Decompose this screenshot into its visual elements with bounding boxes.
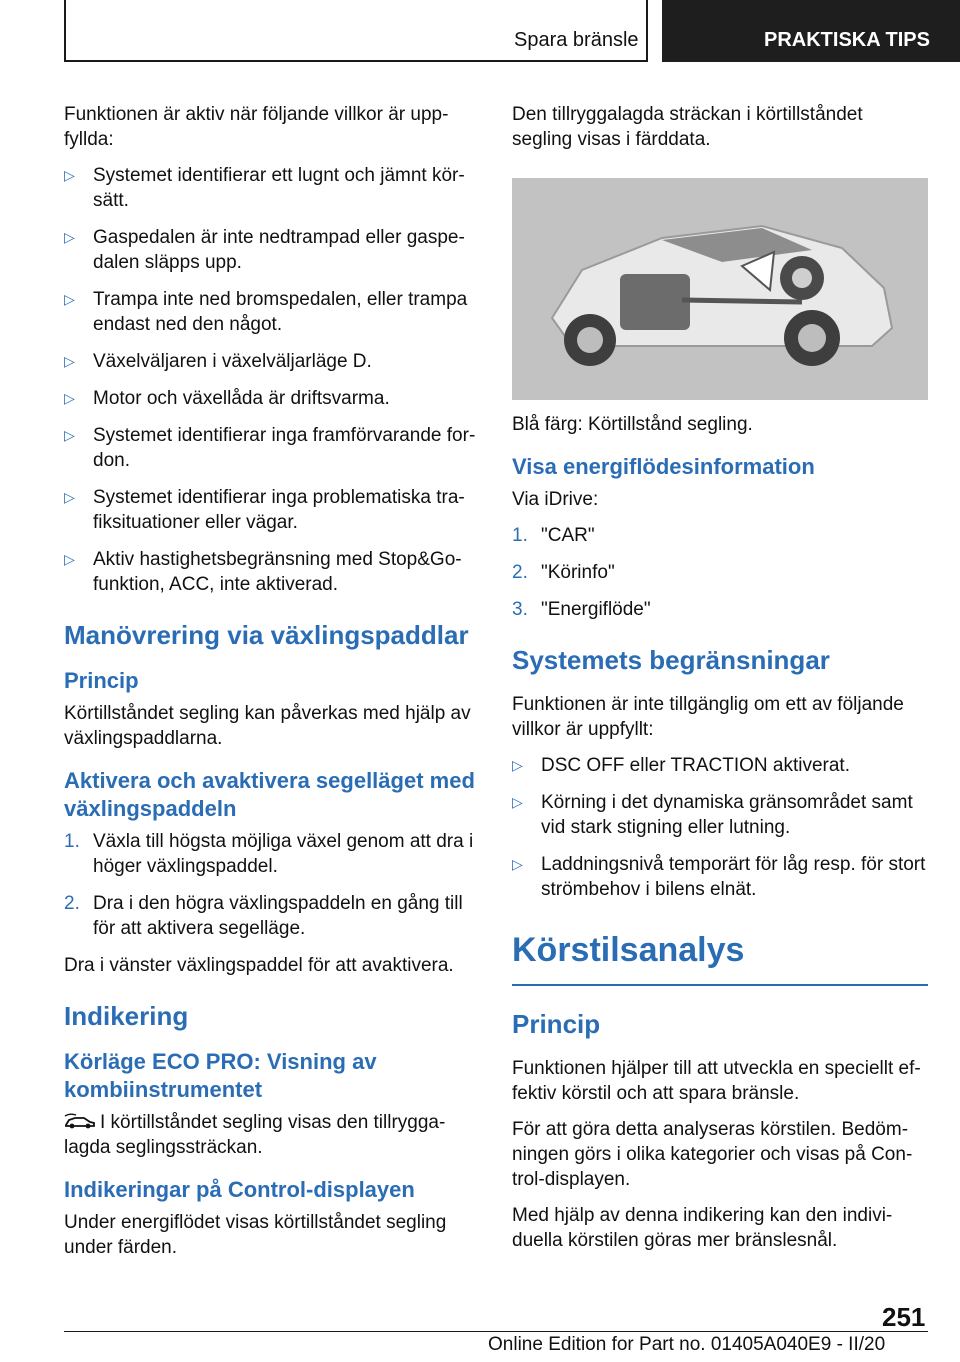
- list-item: 3. "Energiflöde": [512, 599, 651, 620]
- control-text: Under energiflödet visas körtillståndet segling under färden.: [64, 1212, 447, 1258]
- triangle-right-icon: ▷: [64, 489, 75, 505]
- list-item: ▷ Körning i det dynamiska gränsområdet samt vid stark stigning eller lutning.: [512, 792, 913, 838]
- triangle-right-icon: ▷: [512, 757, 523, 773]
- triangle-right-icon: ▷: [64, 291, 75, 307]
- eco-text: I körtillståndet segling visas den tillrygga-lagda seglingssträckan.: [64, 1112, 446, 1158]
- triangle-right-icon: ▷: [64, 551, 75, 567]
- list-item: ▷ Systemet identifierar inga framförvarande for-don.: [64, 425, 476, 471]
- list-item: ▷ Laddningsnivå temporärt för låg resp. för stort strömbehov i bilens elnät.: [512, 854, 926, 900]
- heading-energy-flow: Visa energiflödesinformation: [512, 454, 815, 479]
- list-item: ▷ Systemet identifierar inga problematiska tra-fiksituationer eller vägar.: [64, 487, 465, 533]
- activate-steps: [64, 829, 478, 941]
- list-item: 1. Växla till högsta möjliga växel genom att dra i höger växlingspaddel.: [64, 831, 474, 877]
- car-drivetrain-image: [512, 178, 928, 400]
- triangle-right-icon: ▷: [64, 229, 75, 245]
- list-item: 1. "CAR": [512, 525, 595, 546]
- distance-text: Den tillryggalagda sträckan i körtillståndet segling visas i färddata.: [512, 104, 863, 150]
- principle-text: Körtillståndet segling kan påverkas med hjälp av växlingspaddlarna.: [64, 703, 471, 749]
- conditions-list: [64, 163, 478, 597]
- figure-caption: Blå färg: Körtillstånd segling.: [512, 414, 753, 435]
- footer-divider: [64, 1331, 928, 1332]
- list-item: ▷ DSC OFF eller TRACTION aktiverat.: [512, 755, 850, 776]
- heading-principle-2: Princip: [512, 1009, 601, 1039]
- page-number: 251: [882, 1302, 926, 1332]
- list-item: ▷ Gaspedalen är inte nedtrampad eller gaspe-dalen släpps upp.: [64, 227, 465, 273]
- analysis-paragraph: Funktionen hjälper till att utveckla en speciellt ef-fektiv körstil och att spara bränsle.: [512, 1058, 921, 1104]
- header-chapter-tab: PRAKTISKA TIPS: [662, 0, 960, 62]
- triangle-right-icon: ▷: [512, 794, 523, 810]
- heading-indication: Indikering: [64, 1001, 189, 1031]
- footer-edition: Online Edition for Part no. 01405A040E9 - II/20: [488, 1334, 886, 1355]
- heading-control-display: Indikeringar på Control-displayen: [64, 1177, 415, 1202]
- step-number: 1.: [64, 831, 80, 852]
- step-number: 3.: [512, 599, 528, 620]
- energy-steps: [512, 523, 928, 622]
- deactivate-text: Dra i vänster växlingspaddel för att avaktivera.: [64, 955, 454, 976]
- triangle-right-icon: ▷: [64, 167, 75, 183]
- heading-eco: Körläge ECO PRO: Visning av kombiinstrumentet: [64, 1049, 377, 1102]
- car-drivetrain-illustration: [512, 178, 928, 400]
- list-item: ▷ Motor och växellåda är driftsvarma.: [64, 388, 390, 409]
- triangle-right-icon: ▷: [512, 856, 523, 872]
- triangle-right-icon: ▷: [64, 390, 75, 406]
- heading-activate: Aktivera och avaktivera segelläget med växlingspaddeln: [64, 768, 475, 821]
- via-idrive: Via iDrive:: [512, 489, 599, 510]
- right-column: [512, 102, 928, 1264]
- limits-list: [512, 753, 928, 902]
- conditions-intro: Funktionen är aktiv när följande villkor är upp-fyllda:: [64, 104, 449, 150]
- limits-intro: Funktionen är inte tillgänglig om ett av följande villkor är uppfyllt:: [512, 694, 904, 740]
- heading-principle: Princip: [64, 668, 139, 693]
- list-item: 2. Dra i den högra växlingspaddeln en gång till för att aktivera segelläge.: [64, 893, 463, 939]
- list-item: ▷ Systemet identifierar ett lugnt och jämnt kör-sätt.: [64, 165, 465, 211]
- heading-paddles: Manövrering via växlingspaddlar: [64, 620, 469, 650]
- left-column: [64, 102, 478, 1271]
- list-item: ▷ Aktiv hastighetsbegränsning med Stop&Go-funktion, ACC, inte aktiverad.: [64, 549, 462, 595]
- analysis-paragraph: Med hjälp av denna indikering kan den indivi-duella körstilen göras mer bränslesnål.: [512, 1205, 893, 1251]
- step-number: 2.: [64, 893, 80, 914]
- step-number: 2.: [512, 562, 528, 583]
- heading-driving-style-analysis: Körstilsanalys: [512, 930, 928, 986]
- list-item: ▷ Trampa inte ned bromspedalen, eller trampa endast ned den något.: [64, 289, 468, 335]
- header-section-title: Spara bränsle: [514, 29, 639, 51]
- triangle-right-icon: ▷: [64, 353, 75, 369]
- list-item: 2. "Körinfo": [512, 562, 615, 583]
- list-item: ▷ Växelväljaren i växelväljarläge D.: [64, 351, 372, 372]
- heading-system-limits: Systemets begränsningar: [512, 645, 830, 675]
- step-number: 1.: [512, 525, 528, 546]
- analysis-paragraph: För att göra detta analyseras körstilen. Bedöm-ningen görs i olika kategorier och visas på Con-trol-displayen.: [512, 1119, 913, 1190]
- coasting-car-icon: [64, 1112, 96, 1130]
- triangle-right-icon: ▷: [64, 427, 75, 443]
